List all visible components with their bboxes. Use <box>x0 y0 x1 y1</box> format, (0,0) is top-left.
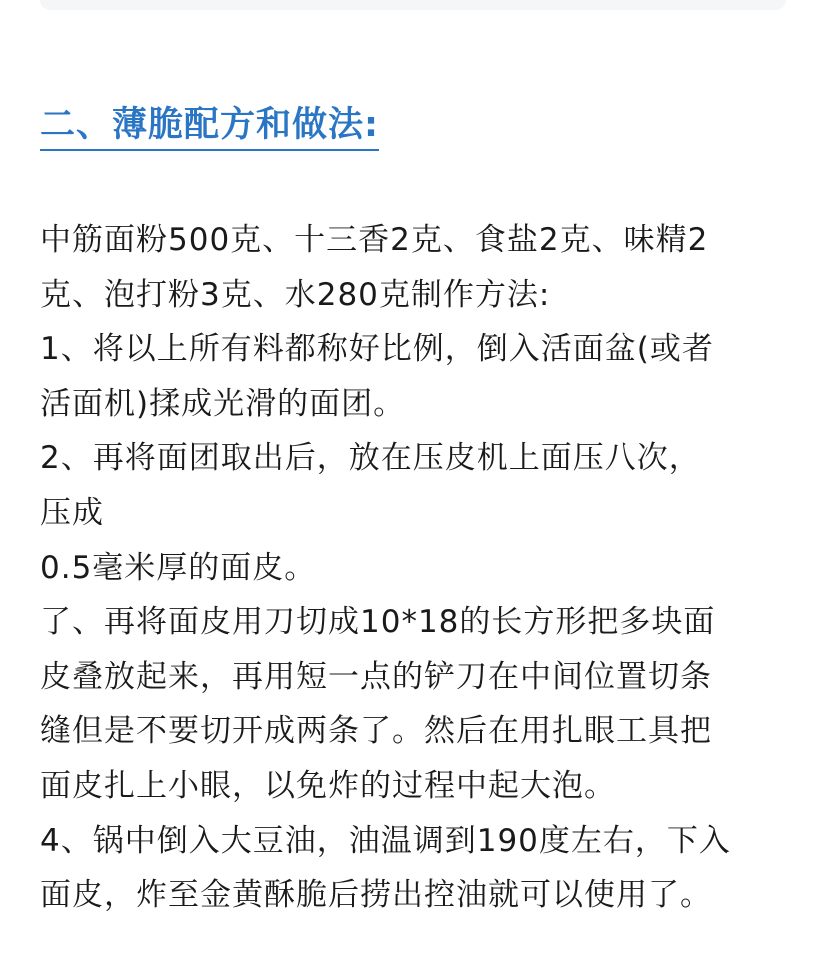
recipe-line: 2、再将面团取出后，放在压皮机上面压八次， <box>40 440 701 477</box>
recipe-line: 克、泡打粉3克、水280克制作方法: <box>40 276 551 313</box>
recipe-line: 了、再将面皮用刀切成10*18的长方形把多块面 <box>40 604 716 641</box>
recipe-line: 中筋面粉500克、十三香2克、食盐2克、味精2 <box>40 222 709 258</box>
recipe-line: 0.5毫米厚的面皮。 <box>40 549 317 586</box>
recipe-text <box>40 213 788 923</box>
recipe-line: 缝但是不要切开成两条了。然后在用扎眼工具把 <box>40 713 712 750</box>
recipe-line: 活面机)揉成光滑的面团。 <box>40 385 406 422</box>
previous-card-edge <box>40 0 786 10</box>
recipe-line: 1、将以上所有料都称好比例，倒入活面盆(或者 <box>40 331 714 368</box>
recipe-line: 面皮扎上小眼，以免炸的过程中起大泡。 <box>40 767 616 804</box>
recipe-line: 4、锅中倒入大豆油，油温调到190度左右，下入 <box>40 822 731 859</box>
section-heading[interactable]: 二、薄脆配方和做法: <box>40 102 379 151</box>
recipe-line: 压成 <box>40 494 104 531</box>
recipe-line: 面皮，炸至金黄酥脆后捞出控油就可以使用了。 <box>40 877 712 914</box>
recipe-line: 皮叠放起来，再用短一点的铲刀在中间位置切条 <box>40 658 712 695</box>
